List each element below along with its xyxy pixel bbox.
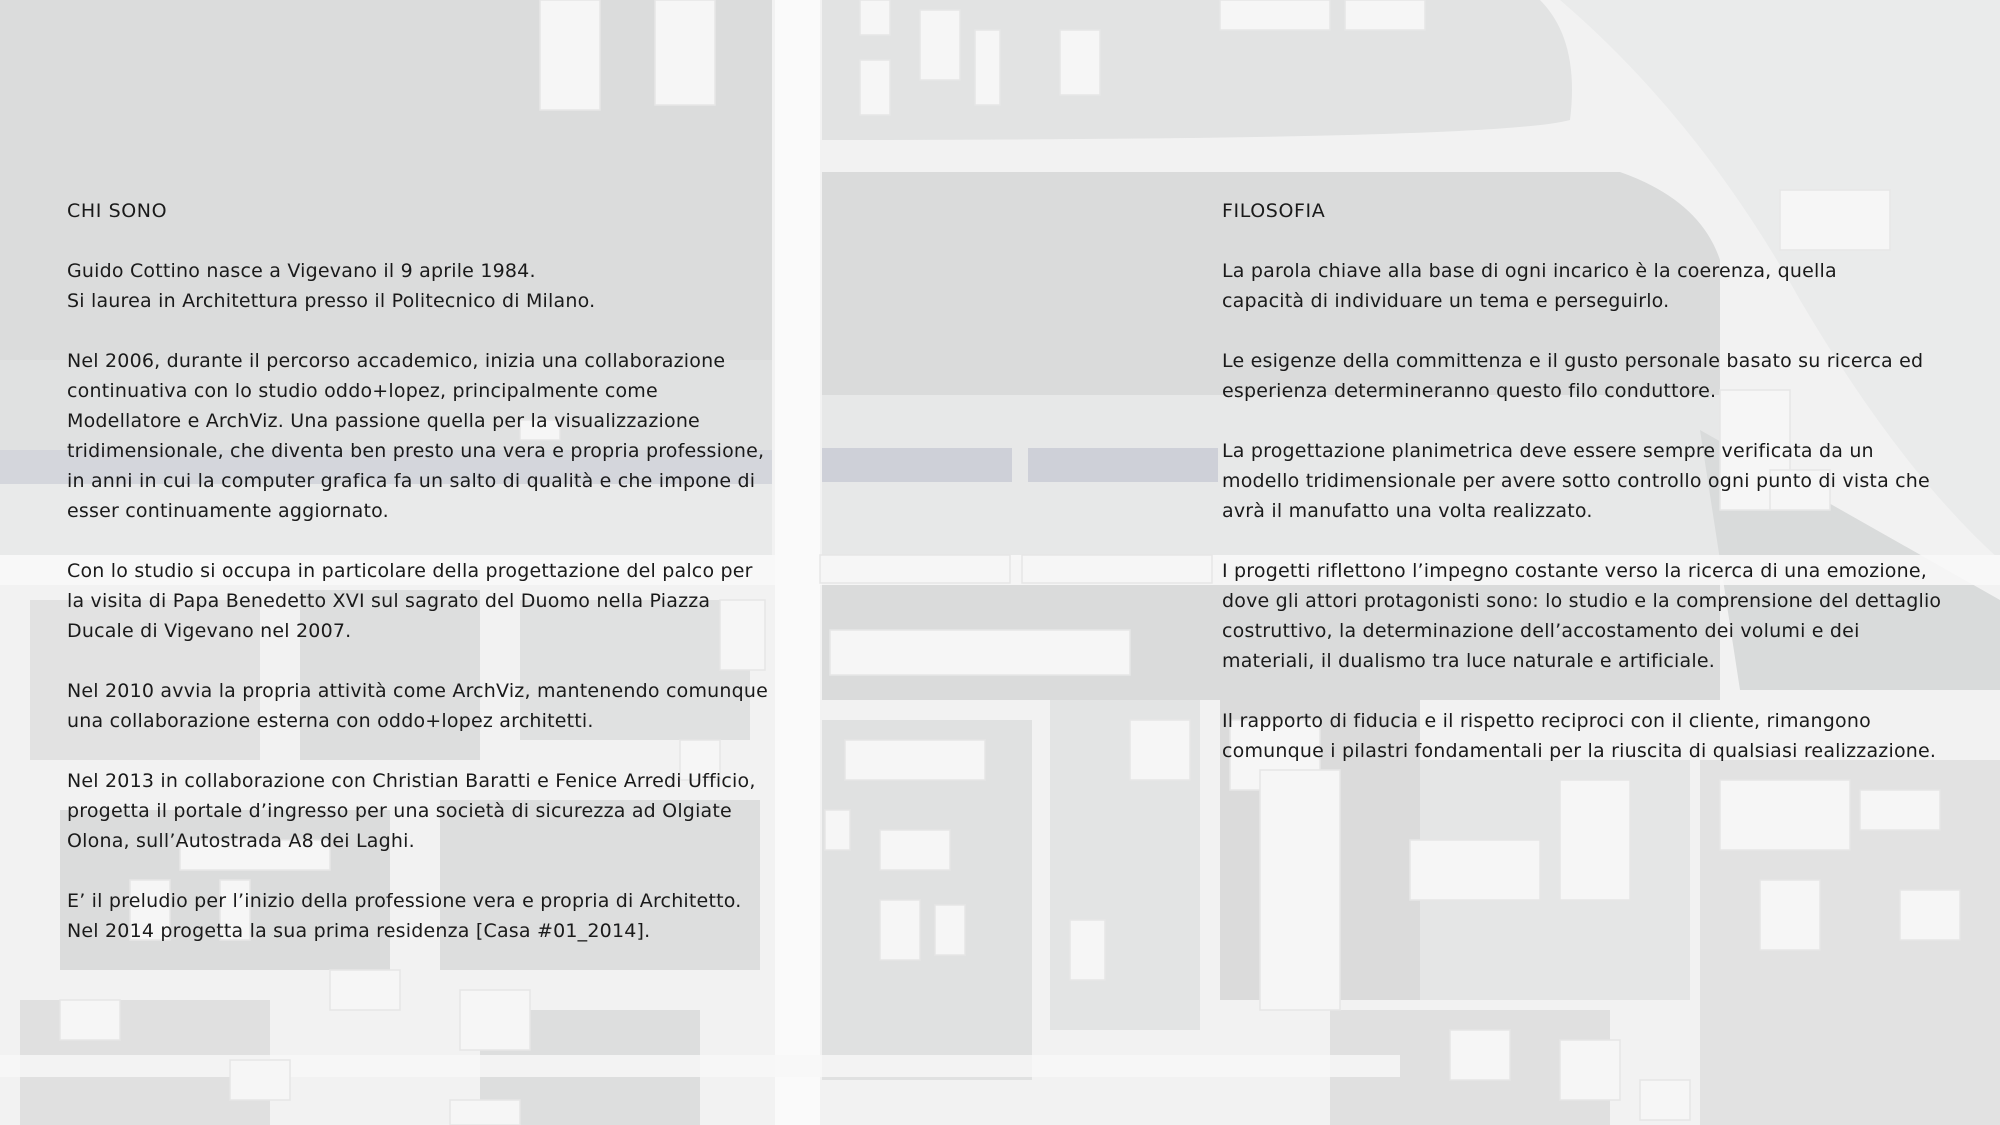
text-line: tridimensionale, che diventa ben presto una vera e propria professione, — [67, 440, 765, 462]
philosophy-paragraph — [1222, 256, 1962, 316]
text-line: Con lo studio si occupa in particolare della progettazione del palco per — [67, 560, 753, 582]
text-line: Guido Cottino nasce a Vigevano il 9 aprile 1984. — [67, 260, 536, 282]
text-line: La parola chiave alla base di ogni incarico è la coerenza, quella — [1222, 260, 1837, 282]
philosophy-column — [1222, 196, 1962, 796]
text-line: materiali, il dualismo tra luce naturale e artificiale. — [1222, 650, 1715, 672]
text-line: Nel 2006, durante il percorso accademico, inizia una collaborazione — [67, 350, 726, 372]
text-line: avrà il manufatto una volta realizzato. — [1222, 500, 1593, 522]
text-line: La progettazione planimetrica deve essere sempre verificata da un — [1222, 440, 1874, 462]
text-line: Olona, sull’Autostrada A8 dei Laghi. — [67, 830, 415, 852]
about-paragraph — [67, 346, 787, 526]
text-line: costruttivo, la determinazione dell’accostamento dei volumi e dei — [1222, 620, 1860, 642]
philosophy-paragraph — [1222, 556, 1962, 676]
philosophy-paragraph — [1222, 436, 1962, 526]
about-column — [67, 196, 787, 976]
philosophy-heading: FILOSOFIA — [1222, 200, 1326, 222]
text-line: Il rapporto di fiducia e il rispetto reciproci con il cliente, rimangono — [1222, 710, 1871, 732]
about-heading: CHI SONO — [67, 200, 168, 222]
about-paragraph — [67, 766, 787, 856]
text-line: Modellatore e ArchViz. Una passione quella per la visualizzazione — [67, 410, 700, 432]
text-line: E’ il preludio per l’inizio della professione vera e propria di Architetto. — [67, 890, 742, 912]
about-paragraph — [67, 556, 787, 646]
text-line: la visita di Papa Benedetto XVI sul sagrato del Duomo nella Piazza — [67, 590, 711, 612]
about-paragraph — [67, 256, 787, 316]
about-paragraph — [67, 886, 787, 946]
text-line: esser continuamente aggiornato. — [67, 500, 389, 522]
text-line: una collaborazione esterna con oddo+lopez architetti. — [67, 710, 594, 732]
text-line: esperienza determineranno questo filo conduttore. — [1222, 380, 1717, 402]
text-line: Nel 2010 avvia la propria attività come ArchViz, mantenendo comunque — [67, 680, 769, 702]
philosophy-paragraph — [1222, 346, 1962, 406]
text-line: Ducale di Vigevano nel 2007. — [67, 620, 352, 642]
text-line: Si laurea in Architettura presso il Politecnico di Milano. — [67, 290, 596, 312]
text-line: Nel 2014 progetta la sua prima residenza [Casa #01_2014]. — [67, 920, 651, 942]
text-line: continuativa con lo studio oddo+lopez, principalmente come — [67, 380, 658, 402]
text-line: modello tridimensionale per avere sotto controllo ogni punto di vista che — [1222, 470, 1930, 492]
philosophy-paragraph — [1222, 706, 1962, 766]
text-line: Le esigenze della committenza e il gusto personale basato su ricerca ed — [1222, 350, 1924, 372]
about-paragraph — [67, 676, 787, 736]
text-line: comunque i pilastri fondamentali per la riuscita di qualsiasi realizzazione. — [1222, 740, 1937, 762]
text-line: Nel 2013 in collaborazione con Christian Baratti e Fenice Arredi Ufficio, — [67, 770, 756, 792]
text-line: capacità di individuare un tema e perseguirlo. — [1222, 290, 1670, 312]
text-line: dove gli attori protagonisti sono: lo studio e la comprensione del dettaglio — [1222, 590, 1942, 612]
text-line: I progetti riflettono l’impegno costante verso la ricerca di una emozione, — [1222, 560, 1928, 582]
text-line: progetta il portale d’ingresso per una società di sicurezza ad Olgiate — [67, 800, 732, 822]
text-line: in anni in cui la computer grafica fa un salto di qualità e che impone di — [67, 470, 756, 492]
